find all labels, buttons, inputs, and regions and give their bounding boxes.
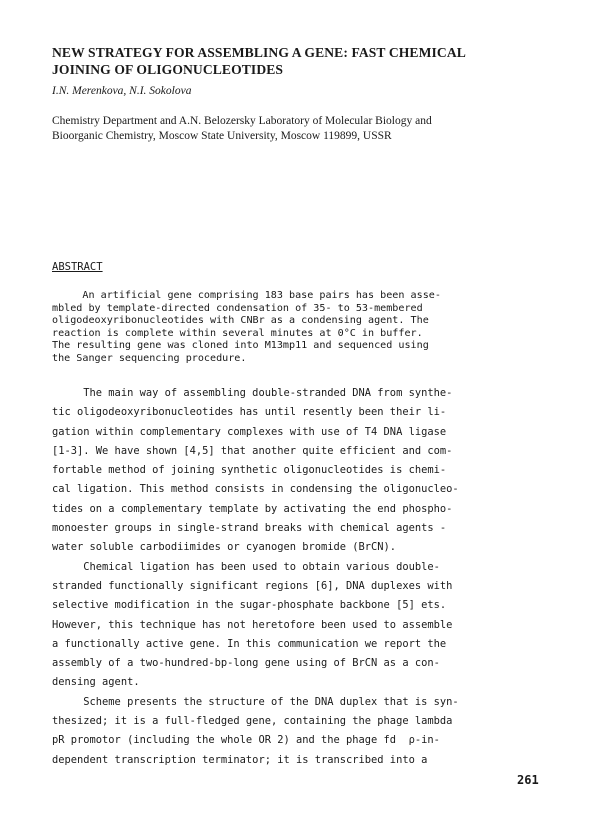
title-line-1: NEW STRATEGY FOR ASSEMBLING A GENE: FAST CHEMICAL — [52, 45, 466, 60]
affiliation-line-2: Bioorganic Chemistry, Moscow State University, Moscow 119899, USSR — [52, 130, 392, 142]
authors: I.N. Merenkova, N.I. Sokolova — [52, 85, 192, 97]
body-line-19: pR promotor (including the whole OR 2) and the phage fd ρ-in- — [52, 734, 440, 747]
abstract-line-4: reaction is complete within several minutes at 0°C in buffer. — [52, 327, 423, 339]
body-line-14: a functionally active gene. In this communication we report the — [52, 637, 447, 650]
abstract-line-5: The resulting gene was cloned into M13mp11 and sequenced using — [52, 340, 429, 352]
body-line-1: The main way of assembling double-stranded DNA from synthe- — [52, 387, 453, 399]
body-line-9: water soluble carbodiimides or cyanogen bromide (BrCN). — [52, 541, 397, 554]
body-line-7: tides on a complementary template by activating the end phospho- — [52, 502, 453, 515]
body-text — [52, 384, 552, 770]
body-line-8: monoester groups in single-strand breaks with chemical agents - — [52, 522, 447, 535]
title-line-2: JOINING OF OLIGONUCLEOTIDES — [52, 62, 284, 77]
abstract-line-6: the Sanger sequencing procedure. — [52, 352, 247, 364]
body-line-20: dependent transcription terminator; it is transcribed into a — [52, 753, 428, 766]
body-line-17: Scheme presents the structure of the DNA duplex that is syn- — [52, 695, 459, 708]
affiliation-line-1: Chemistry Department and A.N. Belozersky Laboratory of Molecular Biology and — [52, 115, 432, 127]
body-line-5: fortable method of joining synthetic oligonucleotides is chemi- — [52, 464, 447, 477]
abstract-line-1: An artificial gene comprising 183 base pairs has been asse- — [52, 290, 441, 301]
body-line-2: tic oligodeoxyribonucleotides has until resently been their li- — [52, 406, 447, 419]
abstract-line-3: oligodeoxyribonucleotides with CNBr as a condensing agent. The — [52, 315, 429, 327]
body-line-10: Chemical ligation has been used to obtain various double- — [52, 560, 440, 573]
body-line-15: assembly of a two-hundred-bp-long gene using of BrCN as a con- — [52, 657, 440, 670]
paper-title — [52, 44, 552, 78]
abstract-text — [52, 290, 552, 366]
abstract-heading: ABSTRACT — [52, 261, 103, 273]
body-line-13: However, this technique has not heretofore been used to assemble — [52, 618, 453, 631]
body-line-4: [1-3]. We have shown [4,5] that another quite efficient and com- — [52, 444, 453, 457]
body-line-3: gation within complementary complexes with use of T4 DNA ligase — [52, 425, 447, 438]
abstract-line-2: mbled by template-directed condensation of 35- to 53-membered — [52, 302, 423, 314]
body-line-16: densing agent. — [52, 676, 140, 689]
body-line-18: thesized; it is a full-fledged gene, containing the phage lambda — [52, 715, 453, 728]
body-line-12: selective modification in the sugar-phosphate backbone [5] ets. — [52, 599, 447, 612]
page-number: 261 — [517, 773, 539, 787]
body-line-11: stranded functionally significant regions [6], DNA duplexes with — [52, 579, 453, 592]
affiliation — [52, 114, 552, 144]
body-line-6: cal ligation. This method consists in condensing the oligonucleo- — [52, 483, 459, 496]
